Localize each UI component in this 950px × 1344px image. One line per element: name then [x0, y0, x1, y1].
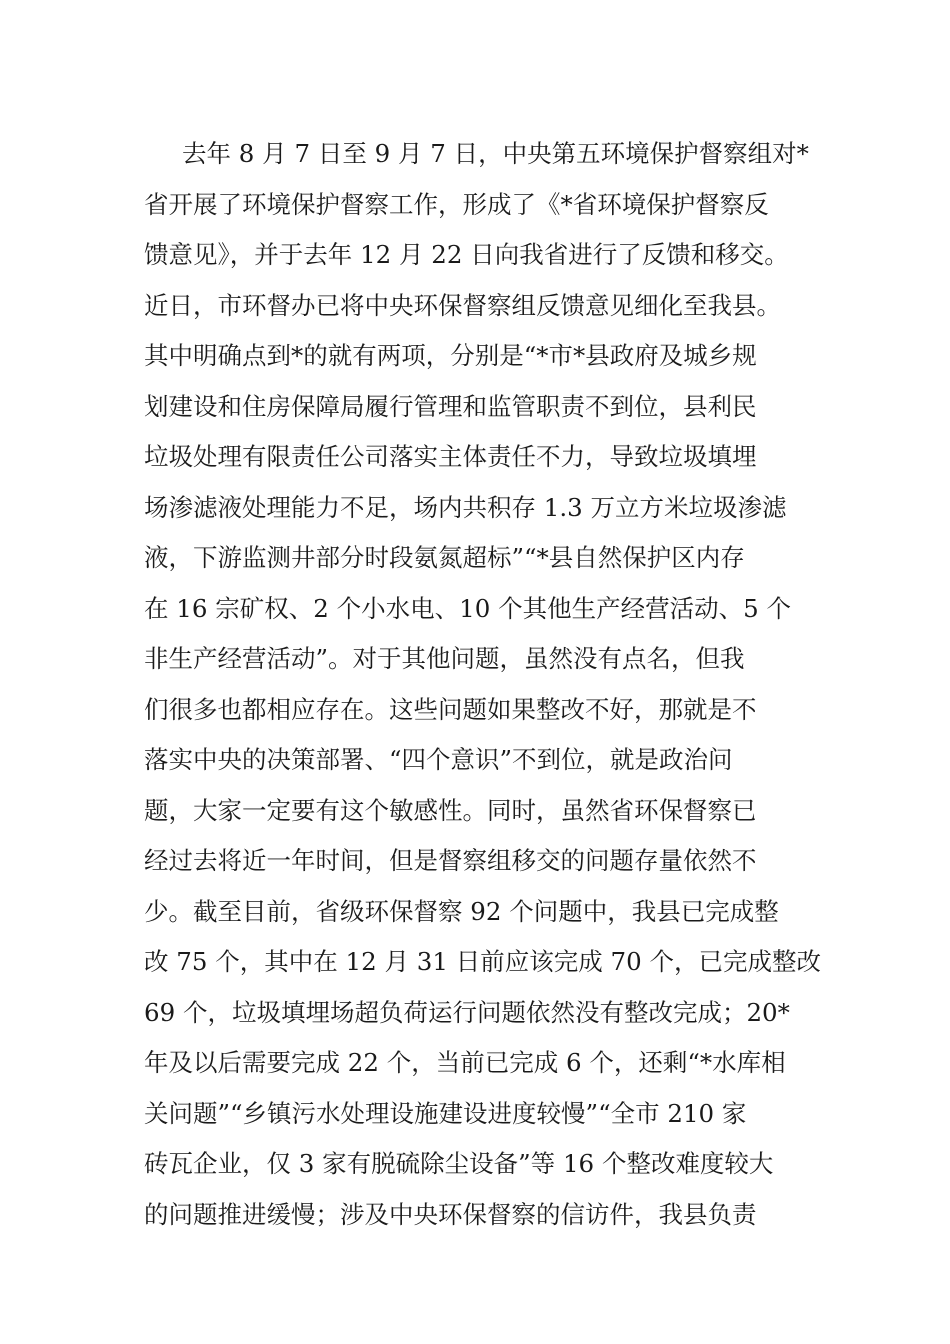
paragraph-line: 其中明确点到*的就有两项，分别是“*市*县政府及城乡规: [144, 341, 757, 370]
paragraph-line: 经过去将近一年时间，但是督察组移交的问题存量依然不: [144, 846, 757, 875]
paragraph-line: 们很多也都相应存在。这些问题如果整改不好，那就是不: [144, 694, 757, 724]
paragraph-line: 近日，市环督办已将中央环保督察组反馈意见细化至我县。: [144, 290, 781, 320]
paragraph-line: 砖瓦企业，仅 3 家有脱硫除尘设备”等 16 个整改难度较大: [144, 1149, 774, 1178]
paragraph-line: 划建设和住房保障局履行管理和监管职责不到位，县利民: [144, 391, 757, 421]
paragraph-line: 垃圾处理有限责任公司落实主体责任不力，导致垃圾填埋: [144, 442, 757, 471]
paragraph-line: 液，下游监测井部分时段氨氮超标”“*县自然保护区内存: [144, 543, 745, 572]
paragraph-line: 落实中央的决策部署、“四个意识”不到位，就是政治问: [144, 745, 733, 774]
paragraph-line: 关问题”“乡镇污水处理设施建设进度较慢”“全市 210 家: [144, 1098, 747, 1128]
paragraph-line: 69 个，垃圾填埋场超负荷运行问题依然没有整改完成；20*: [144, 997, 790, 1027]
paragraph-line: 改 75 个，其中在 12 月 31 日前应该完成 70 个，已完成整改: [144, 947, 822, 976]
paragraph-line: 少。截至目前，省级环保督察 92 个问题中，我县已完成整: [144, 896, 779, 926]
paragraph-line: 在 16 宗矿权、2 个小水电、10 个其他生产经营活动、5 个: [144, 593, 791, 623]
paragraph-line: 题，大家一定要有这个敏感性。同时，虽然省环保督察已: [144, 795, 757, 825]
paragraph-line: 省开展了环境保护督察工作，形成了《*省环境保护督察反: [144, 189, 769, 219]
paragraph-line: 去年 8 月 7 日至 9 月 7 日，中央第五环境保护督察组对*: [182, 139, 809, 168]
paragraph-line: 馈意见》，并于去年 12 月 22 日向我省进行了反馈和移交。: [144, 240, 789, 269]
paragraph-line: 非生产经营活动”。对于其他问题，虽然没有点名，但我: [144, 644, 745, 673]
paragraph-line: 的问题推进缓慢；涉及中央环保督察的信访件，我县负责: [144, 1199, 757, 1229]
paragraph-line: 场渗滤液处理能力不足，场内共积存 1.3 万立方米垃圾渗滤: [144, 492, 787, 522]
paragraph-line: 年及以后需要完成 22 个，当前已完成 6 个，还剩“*水库相: [144, 1048, 786, 1077]
body-paragraph: [144, 129, 824, 1240]
